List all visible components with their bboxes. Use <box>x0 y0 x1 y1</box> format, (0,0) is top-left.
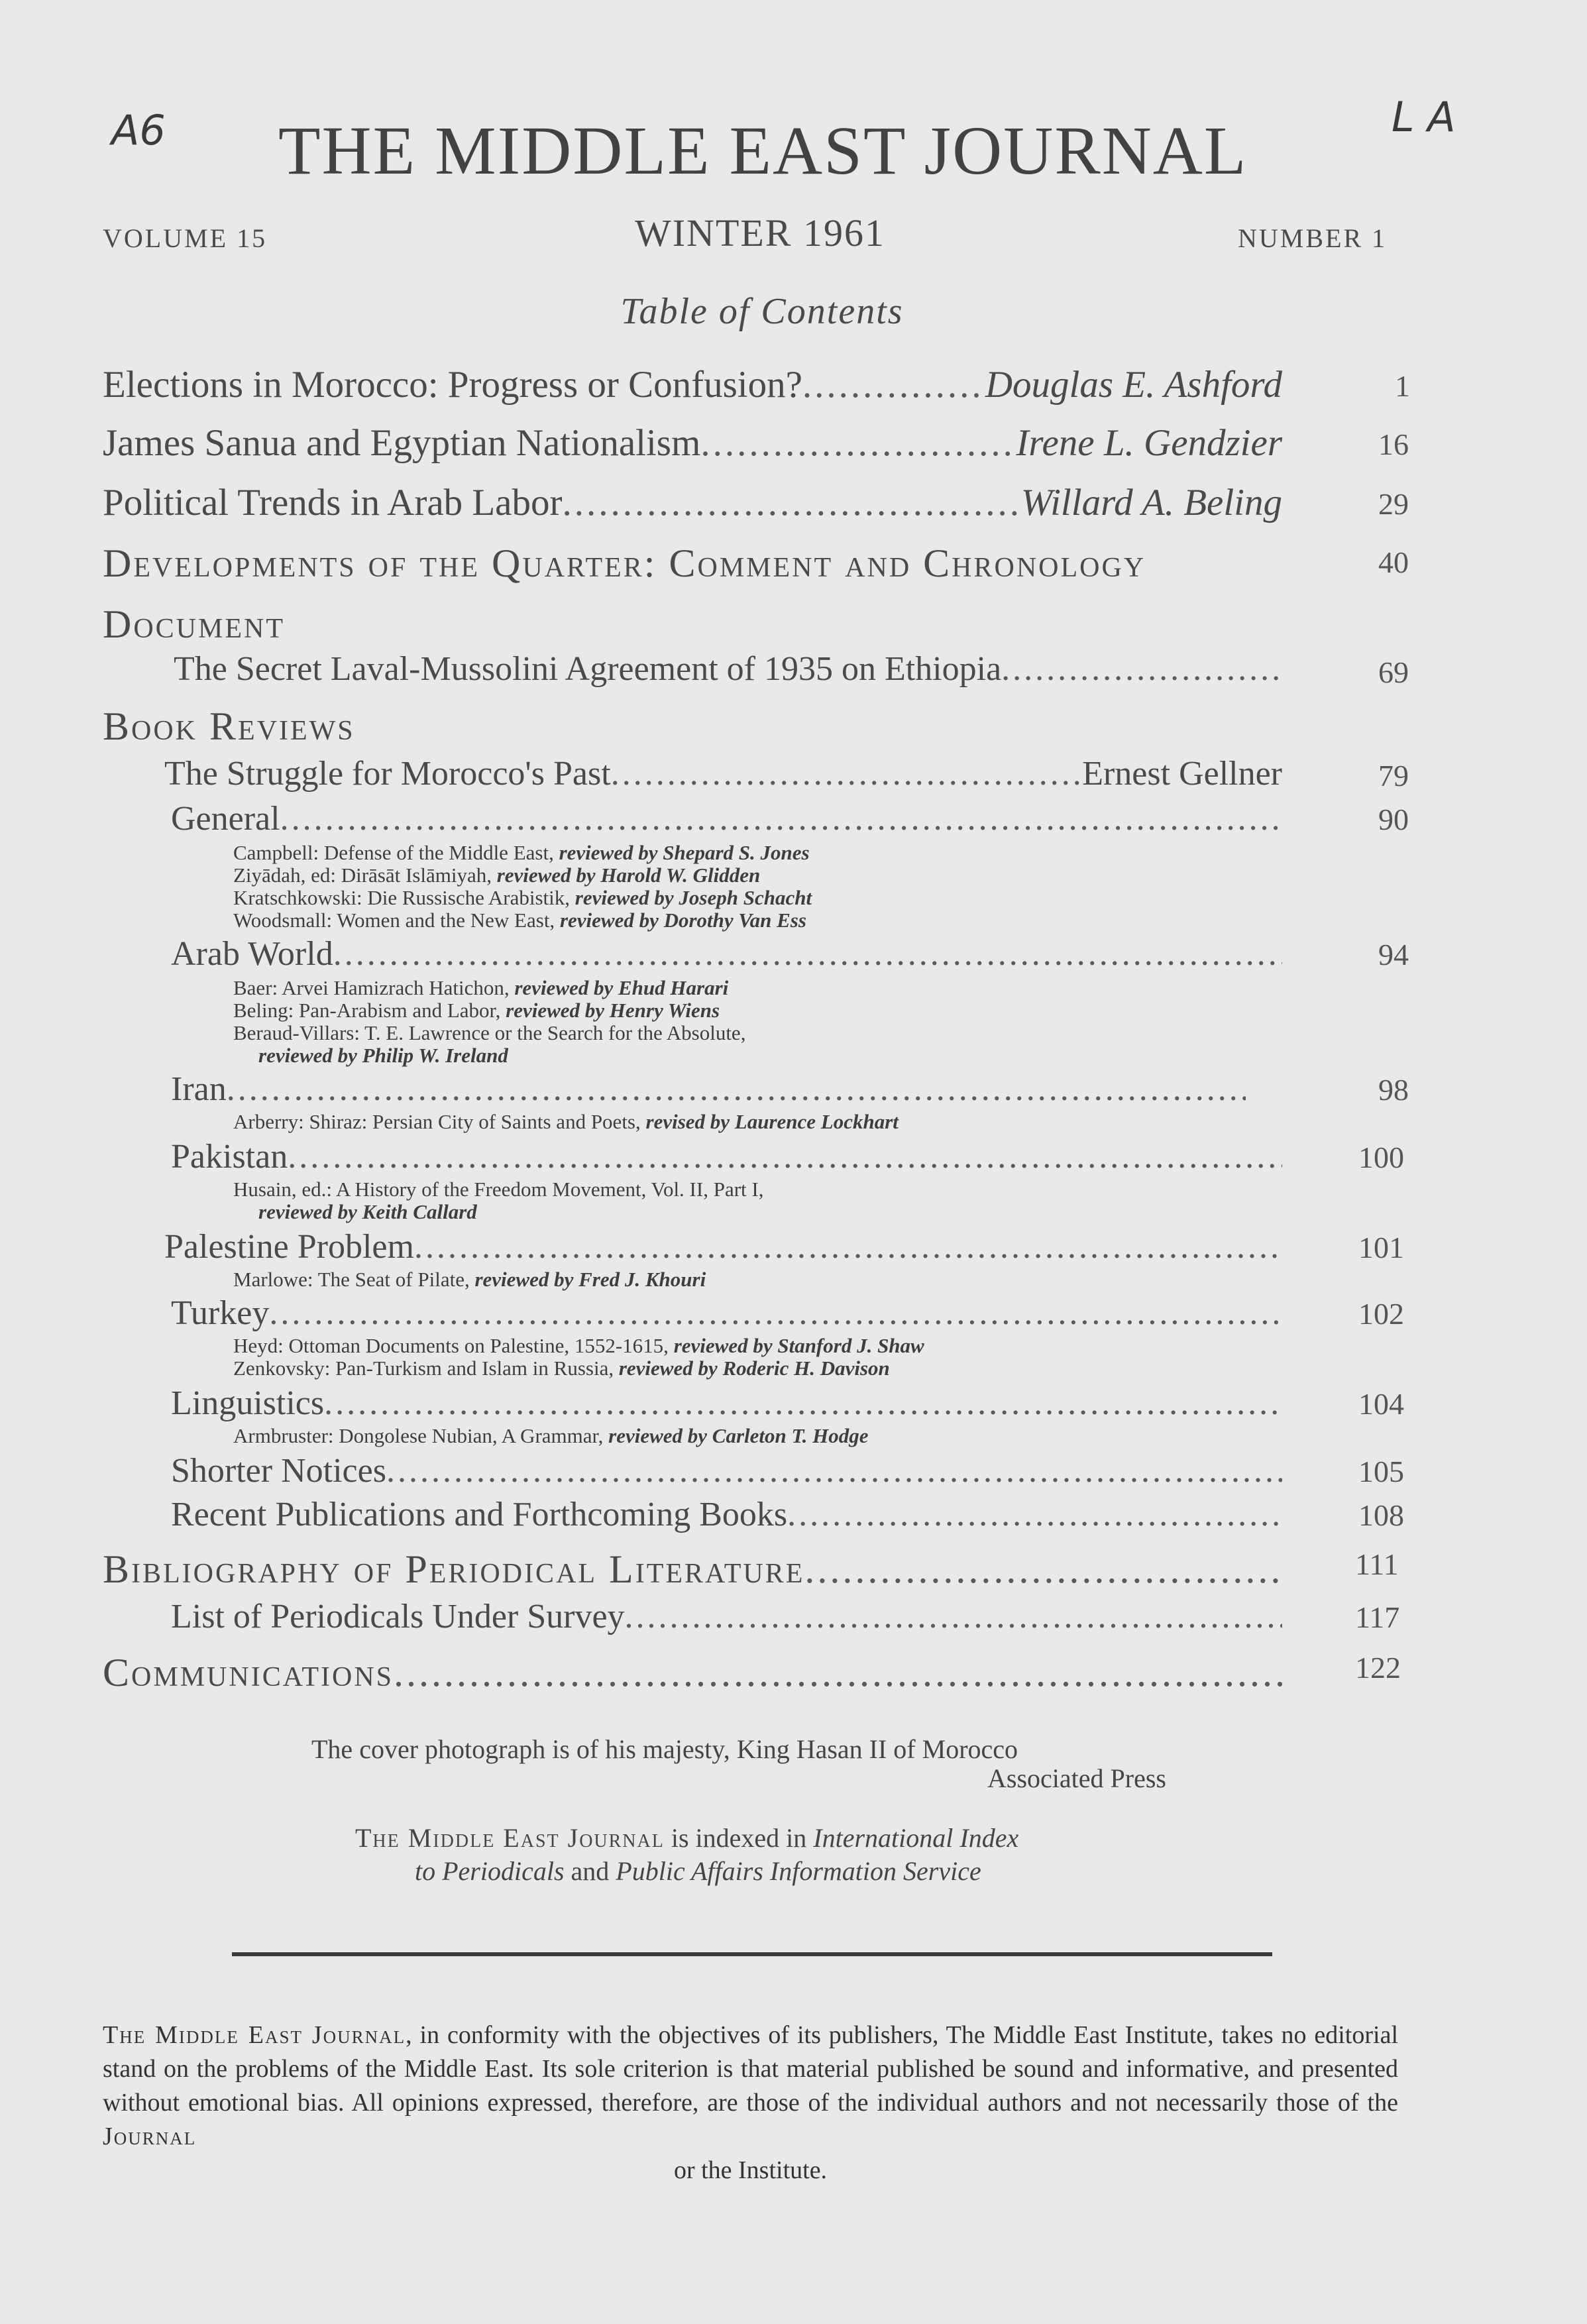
review-line: reviewed by Keith Callard <box>258 1200 477 1223</box>
page-number: 98 <box>1378 1073 1409 1107</box>
review-section[interactable] <box>171 1070 1246 1109</box>
section-title: Shorter Notices <box>171 1452 386 1490</box>
review-title: The Struggle for Morocco's Past <box>164 755 611 793</box>
dot-leader <box>269 1294 1282 1333</box>
volume-label: VOLUME 15 <box>103 223 268 253</box>
review-line: Armbruster: Dongolese Nubian, A Grammar, reviewed by Carleton T. Hodge <box>233 1424 869 1447</box>
toc-entry[interactable] <box>103 1547 1282 1592</box>
bibliography-heading: Bibliography of Periodical Literature <box>103 1547 805 1591</box>
page-number: 108 <box>1358 1498 1404 1532</box>
page-number: 117 <box>1355 1600 1400 1634</box>
review-line: Ziyādah, ed: Dirāsāt Islāmiyah, reviewed by Harold W. Glidden <box>233 863 761 887</box>
section-title: Arab World <box>171 935 333 973</box>
section-title: Recent Publications and Forthcoming Books <box>171 1496 788 1533</box>
review-section[interactable] <box>171 1137 1282 1176</box>
dot-leader <box>787 1495 1282 1534</box>
page-number: 122 <box>1355 1651 1401 1685</box>
page-number: 111 <box>1355 1547 1399 1581</box>
periodicals-title: List of Periodicals Under Survey <box>171 1598 625 1635</box>
toc-entry[interactable] <box>103 363 1282 406</box>
dot-leader <box>625 1597 1282 1636</box>
article-author: Irene L. Gendzier <box>1016 422 1282 464</box>
communications-heading: Communications <box>103 1651 394 1694</box>
dot-leader <box>227 1070 1246 1109</box>
toc-entry[interactable] <box>103 481 1282 524</box>
document-heading: Document <box>103 602 285 646</box>
toc-entry[interactable] <box>103 1650 1282 1696</box>
review-line: Woodsmall: Women and the New East, reviewed by Dorothy Van Ess <box>233 909 806 932</box>
handwritten-mark-right: L A <box>1392 93 1456 141</box>
index-note-line2: to Periodicals and Public Affairs Information Service <box>415 1856 981 1886</box>
number-label: NUMBER 1 <box>1238 223 1388 253</box>
page-number: 100 <box>1358 1140 1404 1174</box>
review-line: Husain, ed.: A History of the Freedom Movement, Vol. II, Part I, <box>233 1178 764 1201</box>
section-title: Palestine Problem <box>164 1228 414 1266</box>
toc-entry[interactable] <box>174 649 1282 689</box>
handwritten-mark-left: A6 <box>111 106 166 154</box>
dot-leader <box>611 754 1083 793</box>
dot-leader <box>802 363 985 406</box>
dot-leader <box>386 1451 1282 1490</box>
index-note-line1: The Middle East Journal is indexed in International Index <box>355 1823 1019 1853</box>
dot-leader <box>324 1384 1282 1423</box>
review-line: Beraud-Villars: T. E. Lawrence or the Search for the Absolute, <box>233 1021 746 1044</box>
document-title: The Secret Laval-Mussolini Agreement of 1935 on Ethiopia <box>174 650 1002 688</box>
review-line: Arberry: Shiraz: Persian City of Saints and Poets, revised by Laurence Lockhart <box>233 1110 899 1133</box>
dot-leader <box>804 1547 1282 1592</box>
page-number: 29 <box>1378 487 1409 521</box>
page-number: 104 <box>1358 1387 1404 1421</box>
article-author: Douglas E. Ashford <box>985 364 1282 406</box>
dot-leader <box>1001 649 1282 689</box>
dot-leader <box>562 481 1020 524</box>
review-line: Zenkovsky: Pan-Turkism and Islam in Russia, reviewed by Roderic H. Davison <box>233 1356 890 1380</box>
page-number: 69 <box>1378 655 1409 689</box>
journal-title: THE MIDDLE EAST JOURNAL <box>278 113 1248 189</box>
section-title: Pakistan <box>171 1138 288 1176</box>
article-title: James Sanua and Egyptian Nationalism <box>103 422 701 464</box>
review-section[interactable] <box>164 1227 1282 1266</box>
dot-leader <box>280 799 1282 838</box>
review-line: Marlowe: The Seat of Pilate, reviewed by Fred J. Khouri <box>233 1268 706 1291</box>
dot-leader <box>288 1137 1282 1176</box>
section-title: Iran <box>171 1070 227 1108</box>
review-section[interactable] <box>171 934 1282 973</box>
issue-label: WINTER 1961 <box>635 211 885 254</box>
review-line: Heyd: Ottoman Documents on Palestine, 1552-1615, reviewed by Stanford J. Shaw <box>233 1334 924 1357</box>
review-section[interactable] <box>171 799 1282 838</box>
article-title: Political Trends in Arab Labor <box>103 482 563 524</box>
section-title: Turkey <box>171 1294 270 1332</box>
page-number: 79 <box>1378 759 1409 793</box>
page-number: 16 <box>1378 427 1409 461</box>
dot-leader <box>394 1650 1282 1696</box>
editorial-disclaimer: The Middle East Journal, in conformity with the objectives of its publishers, The Middle East Institute, takes no editorial stand on the problems of the Middle East. Its sole criterion is that material published be sound and informative, and presented without emotional bias. All opinions expressed, therefore, are those of the individual authors and not necessarily those of the Journal or the Institute. <box>103 2021 1398 2184</box>
dot-leader <box>333 934 1282 973</box>
dot-leader <box>414 1227 1282 1266</box>
section-title: Linguistics <box>171 1384 325 1422</box>
page-number: 1 <box>1395 369 1410 403</box>
section-title: General <box>171 800 280 838</box>
article-title: Elections in Morocco: Progress or Confusion? <box>103 364 802 406</box>
review-line: reviewed by Philip W. Ireland <box>258 1044 508 1067</box>
page-number: 101 <box>1358 1231 1404 1264</box>
developments-heading[interactable]: Developments of the Quarter: Comment and Chronology <box>103 541 1146 585</box>
page-number: 105 <box>1358 1455 1404 1488</box>
book-reviews-heading: Book Reviews <box>103 704 355 748</box>
cover-note: The cover photograph is of his majesty, King Hasan II of Morocco <box>311 1734 1018 1764</box>
review-section[interactable] <box>171 1294 1282 1333</box>
toc-entry[interactable] <box>171 1495 1282 1534</box>
review-author: Ernest Gellner <box>1082 755 1282 793</box>
review-line: Beling: Pan-Arabism and Labor, reviewed by Henry Wiens <box>233 999 720 1022</box>
page-number: 102 <box>1358 1297 1404 1331</box>
cover-credit: Associated Press <box>987 1763 1166 1793</box>
divider-rule <box>232 1952 1272 1956</box>
article-author: Willard A. Beling <box>1020 482 1282 524</box>
toc-heading: Table of Contents <box>620 291 904 332</box>
review-line: Baer: Arvei Hamizrach Hatichon, reviewed by Ehud Harari <box>233 976 729 999</box>
dot-leader <box>700 421 1016 465</box>
toc-entry[interactable] <box>171 1597 1282 1636</box>
toc-entry[interactable] <box>103 421 1282 465</box>
toc-entry[interactable] <box>171 1451 1282 1490</box>
page-number: 90 <box>1378 802 1409 836</box>
toc-entry[interactable] <box>164 754 1282 793</box>
review-section[interactable] <box>171 1384 1282 1423</box>
page-number: 40 <box>1378 545 1409 579</box>
page-number: 94 <box>1378 938 1409 971</box>
review-line: Kratschkowski: Die Russische Arabistik, reviewed by Joseph Schacht <box>233 886 812 909</box>
review-line: Campbell: Defense of the Middle East, reviewed by Shepard S. Jones <box>233 841 810 864</box>
